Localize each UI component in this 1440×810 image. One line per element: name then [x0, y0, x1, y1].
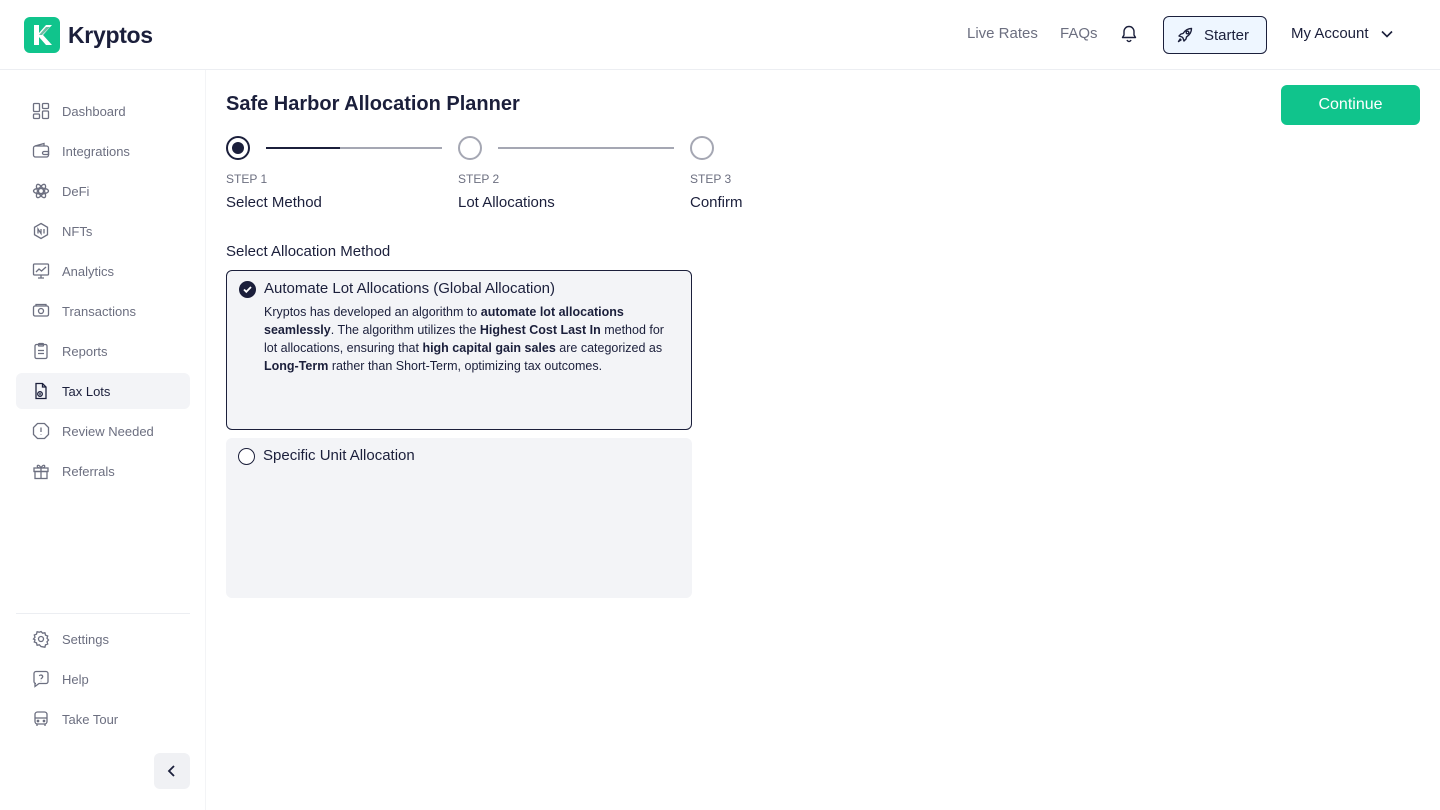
sidebar-item-label: DeFi [62, 183, 90, 199]
sidebar-item-label: Tax Lots [62, 383, 111, 399]
account-label: My Account [1291, 25, 1369, 42]
sidebar-item-label: Analytics [62, 263, 115, 279]
analytics-icon [32, 262, 50, 280]
sidebar-divider [16, 613, 190, 614]
sidebar-item-analytics[interactable] [16, 253, 190, 289]
chevron-down-icon [1379, 26, 1395, 42]
defi-icon [32, 182, 50, 200]
sidebar-item-label: Transactions [62, 303, 136, 319]
sidebar-item-label: Take Tour [62, 711, 119, 727]
nft-icon [32, 222, 50, 240]
continue-button[interactable]: Continue [1281, 85, 1420, 125]
sidebar-item-review-needed[interactable] [16, 413, 190, 449]
radio-unchecked-icon[interactable] [238, 448, 255, 465]
nav-live-rates[interactable]: Live Rates [967, 25, 1038, 42]
brand-logo[interactable] [24, 17, 153, 53]
sidebar-item-transactions[interactable] [16, 293, 190, 329]
page-title: Safe Harbor Allocation Planner [226, 93, 520, 115]
rocket-icon [1176, 26, 1194, 44]
sidebar [0, 70, 206, 810]
sidebar-item-defi[interactable] [16, 173, 190, 209]
tax-lots-icon [32, 382, 50, 400]
sidebar-item-nfts[interactable] [16, 213, 190, 249]
step-1-progress-line [266, 147, 442, 149]
sidebar-item-dashboard[interactable] [16, 93, 190, 129]
step-2-progress-line [498, 147, 674, 149]
sidebar-item-referrals[interactable] [16, 453, 190, 489]
sidebar-item-reports[interactable] [16, 333, 190, 369]
option-title: Specific Unit Allocation [263, 447, 415, 464]
top-header [0, 0, 1440, 70]
step-3-number: STEP 3 [690, 172, 732, 186]
step-2-number: STEP 2 [458, 172, 500, 186]
option-automate-lot-allocations[interactable] [226, 270, 692, 430]
sidebar-item-integrations[interactable] [16, 133, 190, 169]
step-2-indicator [458, 136, 482, 160]
option-title: Automate Lot Allocations (Global Allocation) [264, 280, 555, 297]
review-icon [32, 422, 50, 440]
sidebar-item-label: Dashboard [62, 103, 126, 119]
my-account-menu[interactable] [1291, 25, 1395, 42]
sidebar-item-label: NFTs [62, 223, 93, 239]
plan-starter-button[interactable] [1163, 16, 1267, 54]
sidebar-item-label: Review Needed [62, 423, 154, 439]
gear-icon [32, 630, 50, 648]
kryptos-logo-icon [24, 17, 60, 53]
brand-name: Kryptos [68, 21, 153, 48]
chevron-left-icon [164, 763, 180, 779]
sidebar-item-label: Integrations [62, 143, 130, 159]
step-1-label: Select Method [226, 194, 322, 211]
radio-checked-icon[interactable] [239, 281, 256, 298]
option-specific-unit-allocation[interactable] [226, 438, 692, 598]
dashboard-icon [32, 102, 50, 120]
help-icon [32, 670, 50, 688]
nav-faqs[interactable]: FAQs [1060, 25, 1098, 42]
sidebar-item-help[interactable] [16, 661, 190, 697]
section-label: Select Allocation Method [226, 243, 391, 260]
reports-icon [32, 342, 50, 360]
sidebar-item-label: Settings [62, 631, 109, 647]
sidebar-item-label: Reports [62, 343, 108, 359]
step-1-number: STEP 1 [226, 172, 268, 186]
gift-icon [32, 462, 50, 480]
sidebar-item-settings[interactable] [16, 621, 190, 657]
sidebar-item-tax-lots[interactable] [16, 373, 190, 409]
tour-icon [32, 710, 50, 728]
step-1-indicator [226, 136, 250, 160]
step-3-label: Confirm [690, 194, 743, 211]
wallet-icon [32, 142, 50, 160]
plan-label: Starter [1204, 26, 1250, 44]
sidebar-item-label: Referrals [62, 463, 115, 479]
step-2-label: Lot Allocations [458, 194, 555, 211]
transactions-icon [32, 302, 50, 320]
sidebar-item-take-tour[interactable] [16, 701, 190, 737]
option-description: Kryptos has developed an algorithm to automate lot allocations seamlessly. The algorithm utilizes the Highest Cost Last In method for lot allocations, ensuring that high capital gain sales are categorized as Long-Term rather than Short-Term, optimizing tax outcomes. [264, 305, 664, 373]
step-3-indicator [690, 136, 714, 160]
notification-bell-icon[interactable] [1119, 24, 1139, 44]
sidebar-item-label: Help [62, 671, 89, 687]
sidebar-collapse-button[interactable] [154, 753, 190, 789]
